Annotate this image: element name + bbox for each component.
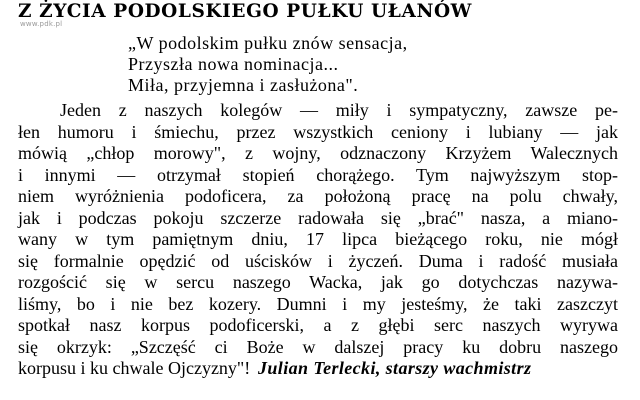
body-line: i innymi — otrzymał stopień chorążego. Tym najwyższym stop- [18,164,618,185]
body-line: mówią „chłop morowy", z wojny, odznaczony Krzyżem Walecznych [18,143,618,163]
author-signature: Julian Terlecki, starszy wachmistrz [258,358,532,378]
body-line: się okrzyk: „Szczęść ci Boże w dalszej pracy ku dobru naszego [18,336,618,357]
article-body [18,100,618,380]
body-line: korpusu i ku chwale Ojczyzny"! [18,358,251,378]
body-line: jak i podczas pokoju szczerze radowała się „brać" nasza, a miano- [18,207,618,228]
poem-block [128,33,408,96]
poem-line: „W podolskim pułku znów sensacja, [128,33,408,53]
body-line: spotkał nasz korpus podoficerski, a z głębi serc naszych wyrywa [18,315,618,335]
body-line: łen humoru i śmiechu, przez wszystkich ceniony i lubiany — jak [18,121,618,142]
body-line: liśmy, bo i nie bez kozery. Dumni i my jesteśmy, że taki zaszczyt [18,293,618,314]
body-line: wany w tym pamiętnym dniu, 17 lipca bieżącego roku, nie mógł [18,229,618,249]
poem-line: Przyszła nowa nominacja... [128,54,339,74]
body-line: niem wyróżnienia podoficera, za położoną pracę na polu chwały, [18,186,618,206]
article-heading: Z ŻYCIA PODOLSKIEGO PUŁKU UŁANÓW [18,1,473,22]
body-line: się formalnie opędzić od uścisków i życzeń. Duma i radość musiała [18,250,618,271]
body-line: rozgościć się w sercu naszego Wacka, jak go dotychczas nazywa- [18,272,618,292]
body-line: Jeden z naszych kolegów — miły i sympatyczny, zawsze pe- [60,100,618,120]
poem-line: Miła, przyjemna i zasłużona". [128,75,359,95]
watermark-text: www.pdk.pl [20,20,63,28]
